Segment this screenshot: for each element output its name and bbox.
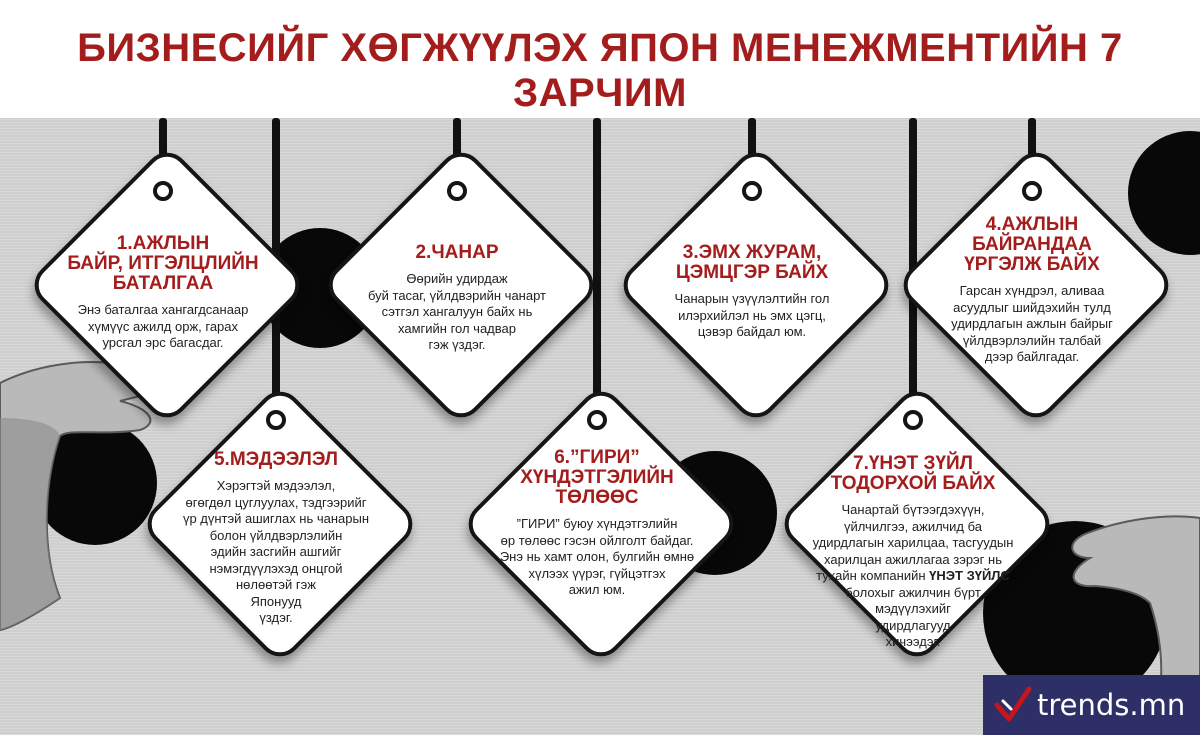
- tag-hole: [266, 410, 286, 430]
- tag-content: [632, 243, 872, 341]
- tag-description: Гарсан хүндрэл, аливаа асуудлыг шийдэхийн тулд удирдлагын ажлын байрыг үйлдвэрлэлийн талбай дээр байлгадаг.: [951, 283, 1113, 364]
- tag-title: 1.АЖЛЫН БАЙР, ИТГЭЛЦЛИЙН БАТАЛГАА: [67, 233, 259, 294]
- tag-content: [43, 234, 283, 352]
- tag-description: Өөрийн удирдаж буй тасаг, үйлдвэрийн чанарт сэтгэл хангалуун байх нь хамгийн гол чадвар гэж үздэг.: [367, 271, 546, 352]
- tag-title: 2.ЧАНАР: [415, 242, 499, 263]
- check-icon: [993, 685, 1033, 725]
- tag-description: Чанартай бүтээгдэхүүн, үйлчилгээ, ажилчид ба удирдлагын харилцаа, тасгуудын харилцан ажиллагаа зэрэг нь тухайн компанийн ҮНЭТ ЗҮЙЛС болохыг ажилчин бүрт мэдүүлэхийг удирдлагууд хичээдэг.: [812, 502, 1014, 649]
- tag-title: 3.ЭМХ ЖУРАМ, ЦЭМЦГЭР БАЙХ: [675, 242, 829, 283]
- page-title: БИЗНЕСИЙГ ХӨГЖҮҮЛЭХ ЯПОН МЕНЕЖМЕНТИЙН 7 ЗАРЧИМ: [77, 26, 1123, 115]
- tag-description: Чанарын үзүүлэлтийн гол илэрхийлэл нь эмх цэгц, цэвэр байдал юм.: [674, 291, 830, 339]
- tag-hole: [742, 181, 762, 201]
- tag-title: 4.АЖЛЫН БАЙРАНДАА ҮРГЭЛЖ БАЙХ: [964, 214, 1100, 275]
- tag-content: [788, 454, 1038, 651]
- tag-hole: [153, 181, 173, 201]
- tag-description: ”ГИРИ” буюу хүндэтгэлийн өр төлөөс гэсэн ойлголт байдаг. Энэ нь хамт олон, булгийн өмнө хүлээх үүрэг, гүйцэтгэх ажил юм.: [499, 516, 695, 597]
- brand-name: trends.mn: [1037, 688, 1186, 722]
- tag-hole: [1022, 181, 1042, 201]
- rich-text-line: тухайн компанийн ҮНЭТ ЗҮЙЛС: [816, 568, 1010, 583]
- tag-description: Энэ баталгаа хангагдсанаар хүмүүс ажилд орж, гарах урсгал эрс багасдаг.: [77, 302, 249, 350]
- tag-description: Хэрэгтэй мэдээлэл, өгөгдөл цуглуулах, тэдгээрийг үр дүнтэй ашиглах нь чанарын болон үйлдвэрлэлийн эдийн засгийн ашгийг нэмэгдүүлэхэд онцгой нөлөөтэй гэж Японууд үздэг.: [182, 478, 370, 625]
- tag-content: [337, 243, 577, 354]
- tag-content: [912, 215, 1152, 366]
- tag-title: 5.МЭДЭЭЛЭЛ: [213, 449, 339, 470]
- tag-hole: [903, 410, 923, 430]
- hanging-cord: [593, 118, 601, 411]
- infographic-board: [0, 118, 1200, 735]
- tag-title: 7.ҮНЭТ ЗҮЙЛ ТОДОРХОЙ БАЙХ: [830, 453, 996, 494]
- tag-content: [472, 448, 722, 599]
- tag-hole: [447, 181, 467, 201]
- tag-hole: [587, 410, 607, 430]
- highlight-text: ҮНЭТ ЗҮЙЛС: [929, 568, 1010, 583]
- brand-logo[interactable]: [983, 675, 1200, 735]
- tag-content: [151, 450, 401, 627]
- tag-title: 6.”ГИРИ” ХҮНДЭТГЭЛИЙН ТӨЛӨӨС: [520, 447, 674, 508]
